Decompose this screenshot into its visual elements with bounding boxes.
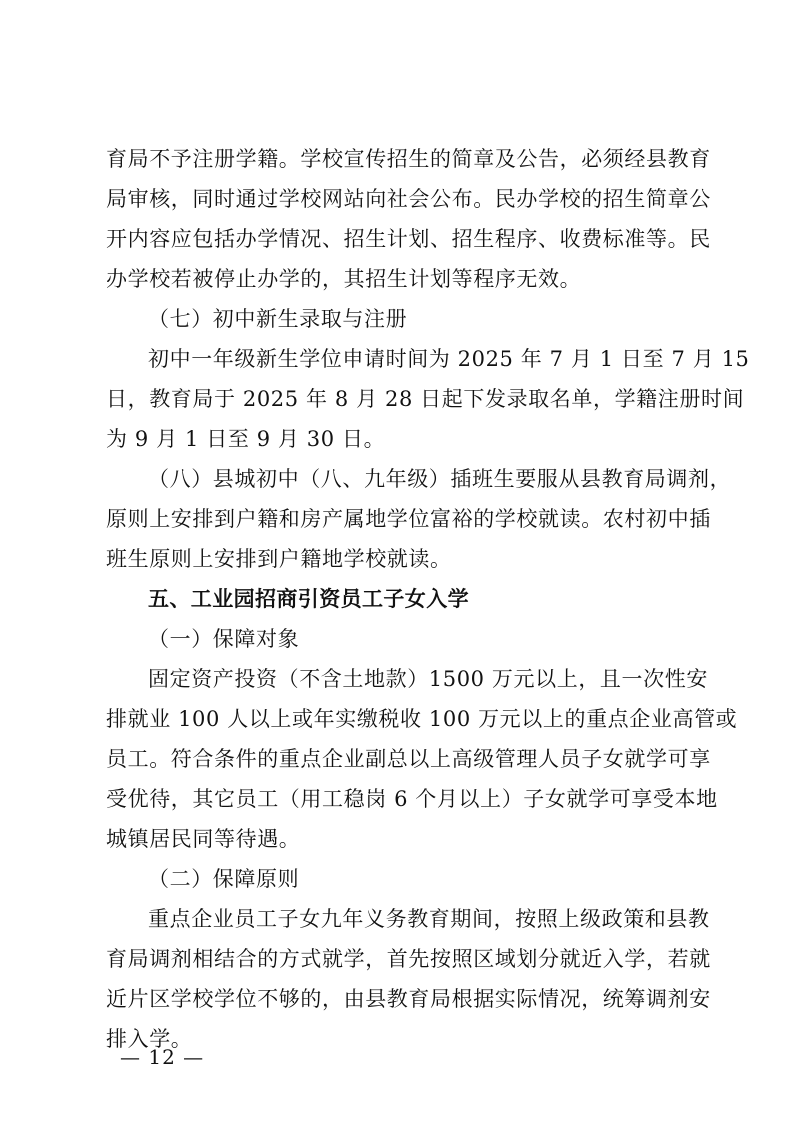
- paragraph-line: 原则上安排到户籍和房产属地学位富裕的学校就读。农村初中插: [106, 507, 711, 531]
- section-subheading: （二）保障原则: [148, 867, 300, 891]
- paragraph-line: 受优待，其它员工（用工稳岗 6 个月以上）子女就学可享受本地: [106, 787, 718, 811]
- paragraph-line: 重点企业员工子女九年义务教育期间，按照上级政策和县教: [148, 907, 710, 931]
- paragraph-line: 日，教育局于 2025 年 8 月 28 日起下发录取名单，学籍注册时间: [106, 387, 745, 411]
- paragraph-line: 排就业 100 人以上或年实缴税收 100 万元以上的重点企业高管或: [106, 707, 738, 731]
- paragraph-line: 近片区学校学位不够的，由县教育局根据实际情况，统筹调剂安: [106, 987, 711, 1011]
- paragraph-line: 开内容应包括办学情况、招生计划、招生程序、收费标准等。民: [106, 227, 711, 251]
- paragraph-line: 班生原则上安排到户籍地学校就读。: [106, 547, 452, 571]
- section-heading: 五、工业园招商引资员工子女入学: [148, 587, 469, 611]
- paragraph-line: 排入学。: [106, 1027, 193, 1051]
- page-number: — 12 —: [120, 1045, 205, 1069]
- paragraph-line: 员工。符合条件的重点企业副总以上高级管理人员子女就学可享: [106, 747, 711, 771]
- section-subheading: （一）保障对象: [148, 627, 300, 651]
- paragraph-line: （八）县城初中（八、九年级）插班生要服从县教育局调剂，: [148, 467, 732, 491]
- paragraph-line: 育局调剂相结合的方式就学，首先按照区域划分就近入学，若就: [106, 947, 711, 971]
- paragraph-line: 为 9 月 1 日至 9 月 30 日。: [106, 427, 386, 451]
- paragraph-line: 育局不予注册学籍。学校宣传招生的简章及公告，必须经县教育: [106, 147, 711, 171]
- paragraph-line: 初中一年级新生学位申请时间为 2025 年 7 月 1 日至 7 月 15: [148, 347, 750, 371]
- paragraph-line: 局审核，同时通过学校网站向社会公布。民办学校的招生简章公: [106, 187, 711, 211]
- section-subheading: （七）初中新生录取与注册: [148, 307, 408, 331]
- paragraph-line: 城镇居民同等待遇。: [106, 827, 301, 851]
- paragraph-line: 固定资产投资（不含土地款）1500 万元以上，且一次性安: [148, 667, 708, 691]
- paragraph-line: 办学校若被停止办学的，其招生计划等程序无效。: [106, 267, 582, 291]
